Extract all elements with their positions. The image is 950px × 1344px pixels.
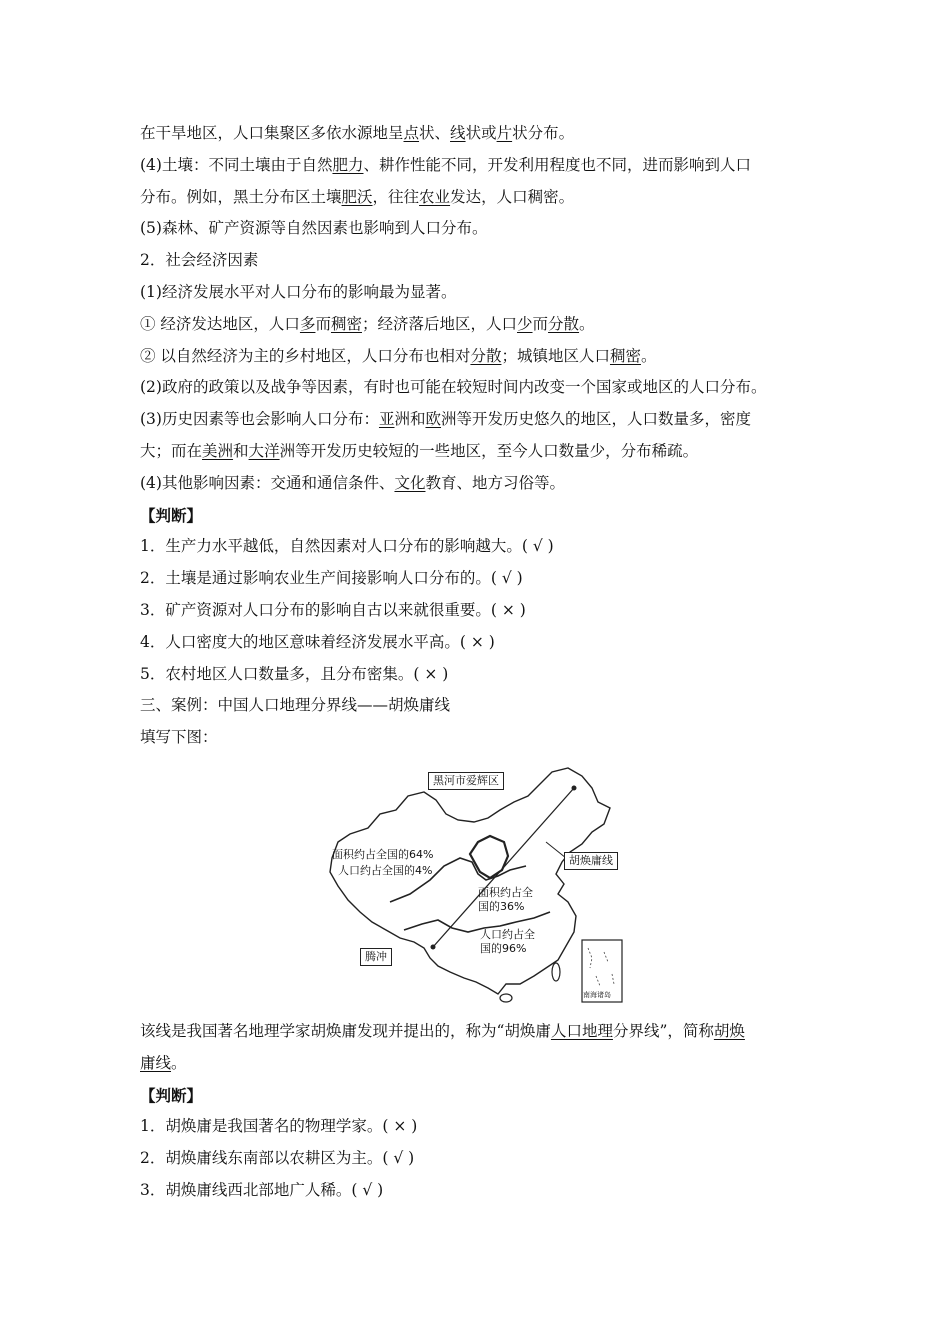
judge-item: 1．生产力水平越低，自然因素对人口分布的影响越大。( √ )	[140, 537, 554, 556]
label-heihe: 黑河市爱辉区	[428, 772, 504, 790]
section-heading-social: 2．社会经济因素	[140, 251, 259, 270]
answer-blank: 欧	[425, 410, 442, 429]
label-tengchong: 腾冲	[360, 948, 392, 966]
heihe-point	[572, 785, 577, 790]
document-page	[140, 118, 820, 1207]
tengchong-point	[431, 944, 436, 949]
answer-blank: 少	[517, 314, 533, 333]
answer-blank: 多	[299, 314, 316, 333]
answer-blank: 文化	[394, 473, 426, 492]
inset-label: 南海诸岛	[583, 990, 611, 999]
answer-blank: 亚	[378, 410, 395, 429]
judge-heading: 【判断】	[140, 1085, 203, 1105]
paragraph-hu-line-2: 庸线。	[140, 1053, 187, 1072]
answer-blank: 大洋	[248, 441, 280, 460]
answer-blank: 稠密	[330, 314, 362, 333]
paragraph-policy: (2)政府的政策以及战争等因素，有时也可能在较短时间内改变一个国家或地区的人口分布。	[140, 378, 767, 397]
paragraph-soil-2: 分布。例如，黑土分布区土壤肥沃，往往农业发达，人口稠密。	[140, 187, 575, 206]
paragraph-soil-1: (4)土壤：不同土壤由于自然肥力、耕作性能不同，开发利用程度也不同，进而影响到人口	[140, 155, 751, 174]
judge-heading: 【判断】	[140, 505, 203, 525]
label-hu-line: 胡焕庸线	[564, 852, 618, 870]
east-area-label-2: 国的36%	[478, 899, 525, 913]
judge-item: 2．胡焕庸线东南部以农耕区为主。( √ )	[140, 1149, 415, 1168]
judge-item: 5．农村地区人口数量多，且分布密集。( × )	[140, 664, 449, 683]
china-population-map	[320, 762, 640, 1010]
paragraph-history-2: 大；而在美洲和大洋洲等开发历史较短的一些地区，至今人口数量少，分布稀疏。	[140, 441, 699, 460]
answer-blank: 分散	[470, 346, 502, 365]
answer-blank: 片	[496, 124, 513, 142]
judge-item: 3．胡焕庸线西北部地广人稀。( √ )	[140, 1180, 384, 1199]
east-pop-label-1: 人口约占全	[480, 927, 535, 941]
judge-item: 3．矿产资源对人口分布的影响自古以来就很重要。( × )	[140, 600, 526, 619]
west-pop-label: 人口约占全国的4%	[338, 863, 433, 877]
answer-blank: 分散	[548, 314, 580, 333]
answer-blank: 庸线	[140, 1053, 172, 1072]
paragraph-economy: (1)经济发展水平对人口分布的影响最为显著。	[140, 282, 457, 301]
paragraph-forest: (5)森林、矿产资源等自然因素也影响到人口分布。	[140, 219, 488, 238]
answer-blank: 胡焕	[713, 1021, 745, 1040]
hainan-island	[500, 994, 512, 1002]
paragraph-developed: ① 经济发达地区，人口多而稠密；经济落后地区，人口少而分散。	[140, 314, 595, 333]
answer-blank: 线	[450, 124, 466, 142]
fill-instruction: 填写下图：	[140, 728, 218, 747]
answer-blank: 稠密	[609, 346, 641, 365]
paragraph-rural: ② 以自然经济为主的乡村地区，人口分布也相对分散；城镇地区人口稠密。	[140, 346, 657, 365]
answer-blank: 肥沃	[341, 187, 373, 206]
hu-huanyong-line	[433, 788, 574, 947]
paragraph-history-1: (3)历史因素等也会影响人口分布：亚洲和欧洲等开发历史悠久的地区，人口数量多，密度	[140, 410, 752, 429]
taiwan-island	[552, 963, 560, 981]
answer-blank: 点	[403, 124, 420, 142]
paragraph-water-distribution: 在干旱地区，人口集聚区多依水源地呈点状、线状或片状分布。	[140, 124, 575, 142]
paragraph-other-factors: (4)其他影响因素：交通和通信条件、文化教育、地方习俗等。	[140, 473, 565, 492]
answer-blank: 肥力	[332, 155, 364, 174]
paragraph-hu-line-1: 该线是我国著名地理学家胡焕庸发现并提出的，称为“胡焕庸人口地理分界线”，简称胡焕	[140, 1021, 745, 1040]
west-area-label: 面积约占全国的64%	[332, 847, 434, 861]
section-heading-case: 三、案例：中国人口地理分界线——胡焕庸线	[140, 696, 451, 715]
east-pop-label-2: 国的96%	[480, 941, 527, 955]
judge-item: 2．土壤是通过影响农业生产间接影响人口分布的。( √ )	[140, 569, 523, 588]
judge-item: 4．人口密度大的地区意味着经济发展水平高。( × )	[140, 632, 495, 651]
east-area-label-1: 面积约占全	[478, 885, 533, 899]
judge-item: 1．胡焕庸是我国著名的物理学家。( × )	[140, 1117, 418, 1136]
answer-blank: 美洲	[202, 441, 234, 460]
region-boundary	[470, 836, 508, 878]
answer-blank: 人口地理	[550, 1021, 613, 1040]
answer-blank: 农业	[419, 187, 451, 206]
